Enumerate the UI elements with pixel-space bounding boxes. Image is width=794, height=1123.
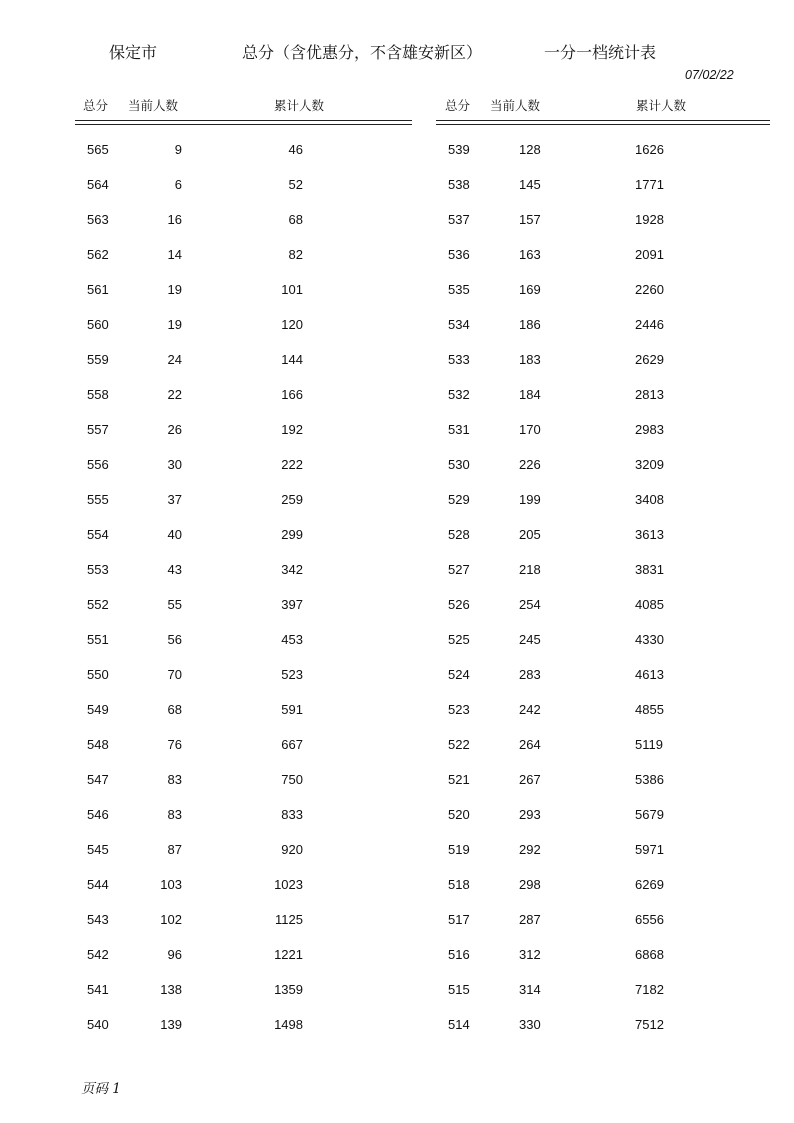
- score-cell: 524: [448, 667, 470, 682]
- current-count-cell: 24: [167, 352, 182, 367]
- current-count-cell: 267: [519, 772, 541, 787]
- score-cell: 537: [448, 212, 470, 227]
- current-count-cell: 183: [519, 352, 541, 367]
- cumulative-count-cell: 5119: [635, 737, 663, 752]
- score-cell: 515: [448, 982, 470, 997]
- right-header-score: 总分: [445, 98, 471, 113]
- right-header-cumulative: 累计人数: [636, 98, 687, 113]
- cumulative-count-cell: 68: [288, 212, 303, 227]
- score-cell: 556: [87, 457, 109, 472]
- cumulative-count-cell: 833: [281, 807, 303, 822]
- left-header-score: 总分: [83, 98, 109, 113]
- score-cell: 516: [448, 947, 470, 962]
- score-cell: 552: [87, 597, 109, 612]
- score-cell: 520: [448, 807, 470, 822]
- score-cell: 551: [87, 632, 109, 647]
- score-cell: 527: [448, 562, 470, 577]
- table-row: [0, 801, 794, 836]
- cumulative-count-cell: 259: [281, 492, 303, 507]
- current-count-cell: 169: [519, 282, 541, 297]
- current-count-cell: 157: [519, 212, 541, 227]
- score-cell: 519: [448, 842, 470, 857]
- table-row: [0, 626, 794, 661]
- score-cell: 554: [87, 527, 109, 542]
- score-cell: 514: [448, 1017, 470, 1032]
- table-row: [0, 311, 794, 346]
- current-count-cell: 37: [167, 492, 182, 507]
- current-count-cell: 226: [519, 457, 541, 472]
- cumulative-count-cell: 222: [281, 457, 303, 472]
- score-cell: 539: [448, 142, 470, 157]
- current-count-cell: 19: [167, 317, 182, 332]
- current-count-cell: 245: [519, 632, 541, 647]
- score-cell: 523: [448, 702, 470, 717]
- table-row: [0, 836, 794, 871]
- table-row: [0, 486, 794, 521]
- score-cell: 559: [87, 352, 109, 367]
- score-cell: 560: [87, 317, 109, 332]
- cumulative-count-cell: 4613: [635, 667, 664, 682]
- current-count-cell: 19: [167, 282, 182, 297]
- cumulative-count-cell: 101: [281, 282, 303, 297]
- score-cell: 545: [87, 842, 109, 857]
- table-row: [0, 976, 794, 1011]
- score-cell: 561: [87, 282, 109, 297]
- current-count-cell: 70: [167, 667, 182, 682]
- score-cell: 547: [87, 772, 109, 787]
- current-count-cell: 16: [167, 212, 182, 227]
- current-count-cell: 6: [174, 177, 182, 192]
- score-cell: 517: [448, 912, 470, 927]
- cumulative-count-cell: 3613: [635, 527, 664, 542]
- current-count-cell: 184: [519, 387, 541, 402]
- left-header-current: 当前人数: [128, 98, 179, 113]
- cumulative-count-cell: 4330: [635, 632, 664, 647]
- cumulative-count-cell: 299: [281, 527, 303, 542]
- score-cell: 542: [87, 947, 109, 962]
- score-cell: 546: [87, 807, 109, 822]
- cumulative-count-cell: 46: [288, 142, 303, 157]
- right-header-rule-top: [436, 120, 770, 121]
- score-cell: 525: [448, 632, 470, 647]
- cumulative-count-cell: 144: [281, 352, 303, 367]
- score-cell: 541: [87, 982, 109, 997]
- score-cell: 562: [87, 247, 109, 262]
- cumulative-count-cell: 2629: [635, 352, 664, 367]
- current-count-cell: 205: [519, 527, 541, 542]
- current-count-cell: 83: [167, 807, 182, 822]
- table-row: [0, 731, 794, 766]
- score-cell: 548: [87, 737, 109, 752]
- table-row: [0, 1011, 794, 1046]
- score-cell: 544: [87, 877, 109, 892]
- cumulative-count-cell: 667: [281, 737, 303, 752]
- cumulative-count-cell: 192: [281, 422, 303, 437]
- current-count-cell: 298: [519, 877, 541, 892]
- left-header-rule-bottom: [75, 124, 412, 125]
- current-count-cell: 83: [167, 772, 182, 787]
- current-count-cell: 283: [519, 667, 541, 682]
- cumulative-count-cell: 3408: [635, 492, 664, 507]
- cumulative-count-cell: 2983: [635, 422, 664, 437]
- current-count-cell: 287: [519, 912, 541, 927]
- cumulative-count-cell: 750: [281, 772, 303, 787]
- right-score-table: [0, 136, 794, 1046]
- cumulative-count-cell: 591: [281, 702, 303, 717]
- table-row: [0, 696, 794, 731]
- current-count-cell: 30: [167, 457, 182, 472]
- current-count-cell: 40: [167, 527, 182, 542]
- cumulative-count-cell: 1359: [274, 982, 303, 997]
- score-cell: 558: [87, 387, 109, 402]
- cumulative-count-cell: 6868: [635, 947, 664, 962]
- current-count-cell: 312: [519, 947, 541, 962]
- cumulative-count-cell: 2813: [635, 387, 664, 402]
- cumulative-count-cell: 5386: [635, 772, 664, 787]
- current-count-cell: 170: [519, 422, 541, 437]
- right-header-current: 当前人数: [490, 98, 541, 113]
- cumulative-count-cell: 3831: [635, 562, 664, 577]
- table-row: [0, 591, 794, 626]
- score-cell: 521: [448, 772, 470, 787]
- current-count-cell: 76: [167, 737, 182, 752]
- cumulative-count-cell: 2091: [635, 247, 664, 262]
- score-cell: 564: [87, 177, 109, 192]
- cumulative-count-cell: 5971: [635, 842, 664, 857]
- table-row: [0, 766, 794, 801]
- cumulative-count-cell: 7512: [635, 1017, 664, 1032]
- score-cell: 563: [87, 212, 109, 227]
- current-count-cell: 43: [167, 562, 182, 577]
- current-count-cell: 242: [519, 702, 541, 717]
- table-row: [0, 941, 794, 976]
- table-row: [0, 276, 794, 311]
- cumulative-count-cell: 2260: [635, 282, 664, 297]
- city-title: 保定市: [109, 43, 158, 62]
- current-count-cell: 163: [519, 247, 541, 262]
- score-cell: 557: [87, 422, 109, 437]
- current-count-cell: 145: [519, 177, 541, 192]
- cumulative-count-cell: 120: [281, 317, 303, 332]
- current-count-cell: 22: [167, 387, 182, 402]
- score-cell: 533: [448, 352, 470, 367]
- current-count-cell: 138: [160, 982, 182, 997]
- current-count-cell: 293: [519, 807, 541, 822]
- table-row: [0, 661, 794, 696]
- table-row: [0, 381, 794, 416]
- left-header-cumulative: 累计人数: [274, 98, 325, 113]
- cumulative-count-cell: 920: [281, 842, 303, 857]
- table-row: [0, 171, 794, 206]
- current-count-cell: 139: [160, 1017, 182, 1032]
- current-count-cell: 330: [519, 1017, 541, 1032]
- cumulative-count-cell: 6556: [635, 912, 664, 927]
- print-date: 07/02/22: [685, 68, 734, 82]
- right-header-rule-bottom: [436, 124, 770, 125]
- cumulative-count-cell: 1125: [275, 912, 303, 927]
- cumulative-count-cell: 166: [281, 387, 303, 402]
- current-count-cell: 14: [167, 247, 182, 262]
- cumulative-count-cell: 1626: [635, 142, 664, 157]
- current-count-cell: 87: [167, 842, 182, 857]
- score-cell: 528: [448, 527, 470, 542]
- current-count-cell: 218: [519, 562, 541, 577]
- current-count-cell: 102: [160, 912, 182, 927]
- current-count-cell: 68: [167, 702, 182, 717]
- cumulative-count-cell: 2446: [635, 317, 664, 332]
- score-cell: 518: [448, 877, 470, 892]
- current-count-cell: 314: [519, 982, 541, 997]
- table-row: [0, 241, 794, 276]
- cumulative-count-cell: 1928: [635, 212, 664, 227]
- cumulative-count-cell: 342: [281, 562, 303, 577]
- cumulative-count-cell: 1023: [274, 877, 303, 892]
- score-cell: 549: [87, 702, 109, 717]
- score-cell: 543: [87, 912, 109, 927]
- score-cell: 555: [87, 492, 109, 507]
- page-number: 页码 1: [81, 1081, 121, 1097]
- table-row: [0, 346, 794, 381]
- cumulative-count-cell: 52: [288, 177, 303, 192]
- table-row: [0, 451, 794, 486]
- score-cell: 565: [87, 142, 109, 157]
- cumulative-count-cell: 4085: [635, 597, 664, 612]
- score-cell: 531: [448, 422, 470, 437]
- document-subtitle: 总分（含优惠分，不含雄安新区）: [242, 43, 483, 62]
- current-count-cell: 264: [519, 737, 541, 752]
- cumulative-count-cell: 6269: [635, 877, 664, 892]
- score-cell: 550: [87, 667, 109, 682]
- cumulative-count-cell: 4855: [635, 702, 664, 717]
- table-row: [0, 906, 794, 941]
- score-cell: 526: [448, 597, 470, 612]
- current-count-cell: 199: [519, 492, 541, 507]
- current-count-cell: 9: [174, 142, 182, 157]
- table-row: [0, 206, 794, 241]
- table-row: [0, 556, 794, 591]
- table-row: [0, 136, 794, 171]
- cumulative-count-cell: 1498: [274, 1017, 303, 1032]
- current-count-cell: 103: [160, 877, 182, 892]
- score-cell: 532: [448, 387, 470, 402]
- score-cell: 538: [448, 177, 470, 192]
- score-cell: 535: [448, 282, 470, 297]
- current-count-cell: 186: [519, 317, 541, 332]
- score-cell: 530: [448, 457, 470, 472]
- table-row: [0, 871, 794, 906]
- score-cell: 536: [448, 247, 470, 262]
- cumulative-count-cell: 7182: [635, 982, 664, 997]
- current-count-cell: 254: [519, 597, 541, 612]
- score-cell: 540: [87, 1017, 109, 1032]
- table-row: [0, 521, 794, 556]
- cumulative-count-cell: 397: [281, 597, 303, 612]
- cumulative-count-cell: 5679: [635, 807, 664, 822]
- cumulative-count-cell: 1221: [274, 947, 303, 962]
- current-count-cell: 26: [167, 422, 182, 437]
- score-cell: 534: [448, 317, 470, 332]
- current-count-cell: 292: [519, 842, 541, 857]
- left-header-rule-top: [75, 120, 412, 121]
- current-count-cell: 96: [167, 947, 182, 962]
- table-title: 一分一档统计表: [544, 43, 657, 62]
- cumulative-count-cell: 3209: [635, 457, 664, 472]
- cumulative-count-cell: 82: [288, 247, 303, 262]
- current-count-cell: 56: [167, 632, 182, 647]
- cumulative-count-cell: 453: [281, 632, 303, 647]
- cumulative-count-cell: 523: [281, 667, 303, 682]
- table-row: [0, 416, 794, 451]
- current-count-cell: 128: [519, 142, 541, 157]
- score-cell: 529: [448, 492, 470, 507]
- score-cell: 553: [87, 562, 109, 577]
- current-count-cell: 55: [167, 597, 182, 612]
- cumulative-count-cell: 1771: [635, 177, 664, 192]
- score-cell: 522: [448, 737, 470, 752]
